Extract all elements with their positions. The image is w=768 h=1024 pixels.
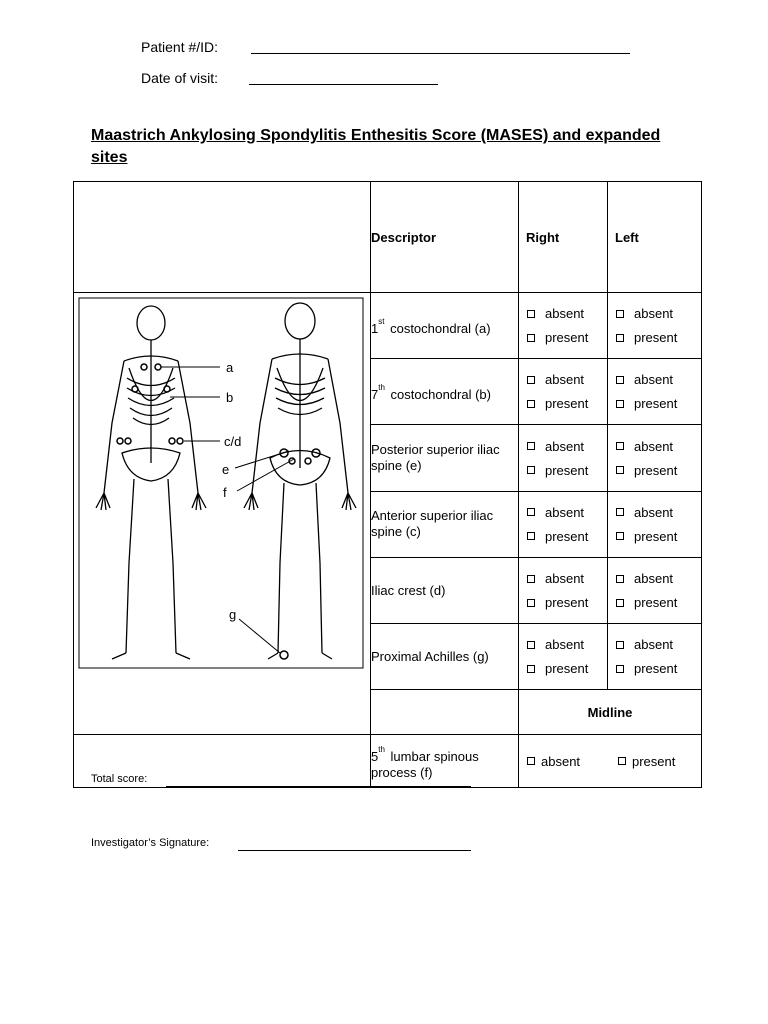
signature-field[interactable]	[238, 850, 471, 851]
checkbox-icon[interactable]	[616, 442, 624, 450]
checkbox-icon[interactable]	[616, 466, 624, 474]
right-present-checkbox[interactable]: present	[527, 330, 607, 345]
skeleton-diagram	[74, 293, 370, 734]
right-header: Right	[519, 182, 608, 293]
left-header: Left	[608, 182, 702, 293]
right-absent-checkbox[interactable]: absent	[527, 306, 607, 321]
date-of-visit-label: Date of visit:	[141, 70, 219, 86]
left-present-checkbox[interactable]: present	[616, 396, 701, 411]
descriptor-cell: Iliac crest (d)	[371, 557, 519, 623]
checkbox-icon[interactable]	[527, 376, 535, 384]
right-absent-checkbox[interactable]: absent	[527, 571, 607, 586]
diagram-label-e: e	[222, 462, 230, 477]
checkbox-icon[interactable]	[616, 641, 624, 649]
descriptor-cell: 5th lumbar spinous process (f)	[371, 735, 519, 788]
patient-id-field[interactable]	[251, 53, 630, 54]
diagram-label-a: a	[226, 360, 234, 375]
right-options-cell	[519, 425, 608, 491]
left-present-checkbox[interactable]: present	[616, 330, 701, 345]
checkbox-icon[interactable]	[527, 665, 535, 673]
right-options-cell	[519, 359, 608, 425]
descriptor-cell: 7th costochondral (b)	[371, 359, 519, 425]
diagram-label-cd: c/d	[224, 434, 242, 449]
midline-empty-cell	[371, 690, 519, 735]
descriptor-cell: Posterior superior iliac spine (e)	[371, 425, 519, 491]
left-absent-checkbox[interactable]: absent	[616, 505, 701, 520]
left-absent-checkbox[interactable]: absent	[616, 306, 701, 321]
checkbox-icon[interactable]	[616, 400, 624, 408]
checkbox-icon[interactable]	[527, 575, 535, 583]
midline-absent-checkbox[interactable]: absent	[527, 754, 618, 769]
checkbox-icon[interactable]	[616, 376, 624, 384]
left-present-checkbox[interactable]: present	[616, 463, 701, 478]
left-present-checkbox[interactable]: present	[616, 529, 701, 544]
table-row	[74, 735, 702, 788]
table-header-row	[74, 182, 702, 293]
patient-id-label: Patient #/ID:	[141, 39, 219, 55]
checkbox-icon[interactable]	[527, 310, 535, 318]
left-options-cell	[608, 293, 702, 359]
right-options-cell	[519, 491, 608, 557]
checkbox-icon[interactable]	[527, 400, 535, 408]
header-empty-cell	[74, 182, 371, 293]
left-absent-checkbox[interactable]: absent	[616, 637, 701, 652]
left-absent-checkbox[interactable]: absent	[616, 372, 701, 387]
right-absent-checkbox[interactable]: absent	[527, 439, 607, 454]
checkbox-icon[interactable]	[618, 757, 626, 765]
table-row	[74, 293, 702, 359]
skeleton-diagram-cell	[74, 293, 371, 735]
midline-label: Midline	[519, 690, 702, 735]
checkbox-icon[interactable]	[527, 532, 535, 540]
right-present-checkbox[interactable]: present	[527, 396, 607, 411]
checkbox-icon[interactable]	[616, 575, 624, 583]
descriptor-header: Descriptor	[371, 182, 519, 293]
left-absent-checkbox[interactable]: absent	[616, 571, 701, 586]
left-present-checkbox[interactable]: present	[616, 661, 701, 676]
diagram-label-g: g	[229, 607, 237, 622]
checkbox-icon[interactable]	[616, 665, 624, 673]
midline-present-checkbox[interactable]: present	[618, 754, 675, 769]
checkbox-icon[interactable]	[527, 641, 535, 649]
right-options-cell	[519, 293, 608, 359]
right-absent-checkbox[interactable]: absent	[527, 505, 607, 520]
right-absent-checkbox[interactable]: absent	[527, 372, 607, 387]
midline-options-cell	[519, 735, 702, 788]
left-options-cell	[608, 359, 702, 425]
checkbox-icon[interactable]	[527, 442, 535, 450]
total-score-field[interactable]	[166, 786, 471, 787]
checkbox-icon[interactable]	[616, 310, 624, 318]
checkbox-icon[interactable]	[527, 466, 535, 474]
right-present-checkbox[interactable]: present	[527, 529, 607, 544]
right-options-cell	[519, 557, 608, 623]
descriptor-cell: Proximal Achilles (g)	[371, 624, 519, 690]
right-present-checkbox[interactable]: present	[527, 661, 607, 676]
form-title: Maastrich Ankylosing Spondylitis Enthesitis Score (MASES) and expanded sites	[91, 127, 661, 166]
checkbox-icon[interactable]	[527, 334, 535, 342]
checkbox-icon[interactable]	[527, 757, 535, 765]
right-present-checkbox[interactable]: present	[527, 595, 607, 610]
descriptor-cell: Anterior superior iliac spine (c)	[371, 491, 519, 557]
signature-label: Investigator’s Signature:	[91, 837, 210, 849]
mases-table	[73, 181, 702, 788]
checkbox-icon[interactable]	[527, 599, 535, 607]
checkbox-icon[interactable]	[527, 508, 535, 516]
left-options-cell	[608, 491, 702, 557]
left-options-cell	[608, 624, 702, 690]
date-of-visit-field[interactable]	[249, 84, 438, 85]
left-options-cell	[608, 425, 702, 491]
diagram-label-b: b	[226, 390, 234, 405]
diagram-label-f: f	[223, 485, 227, 500]
right-present-checkbox[interactable]: present	[527, 463, 607, 478]
checkbox-icon[interactable]	[616, 508, 624, 516]
checkbox-icon[interactable]	[616, 532, 624, 540]
right-absent-checkbox[interactable]: absent	[527, 637, 607, 652]
checkbox-icon[interactable]	[616, 334, 624, 342]
left-options-cell	[608, 557, 702, 623]
right-options-cell	[519, 624, 608, 690]
left-absent-checkbox[interactable]: absent	[616, 439, 701, 454]
checkbox-icon[interactable]	[616, 599, 624, 607]
descriptor-cell: 1st costochondral (a)	[371, 293, 519, 359]
total-score-label: Total score:	[91, 773, 148, 785]
left-present-checkbox[interactable]: present	[616, 595, 701, 610]
